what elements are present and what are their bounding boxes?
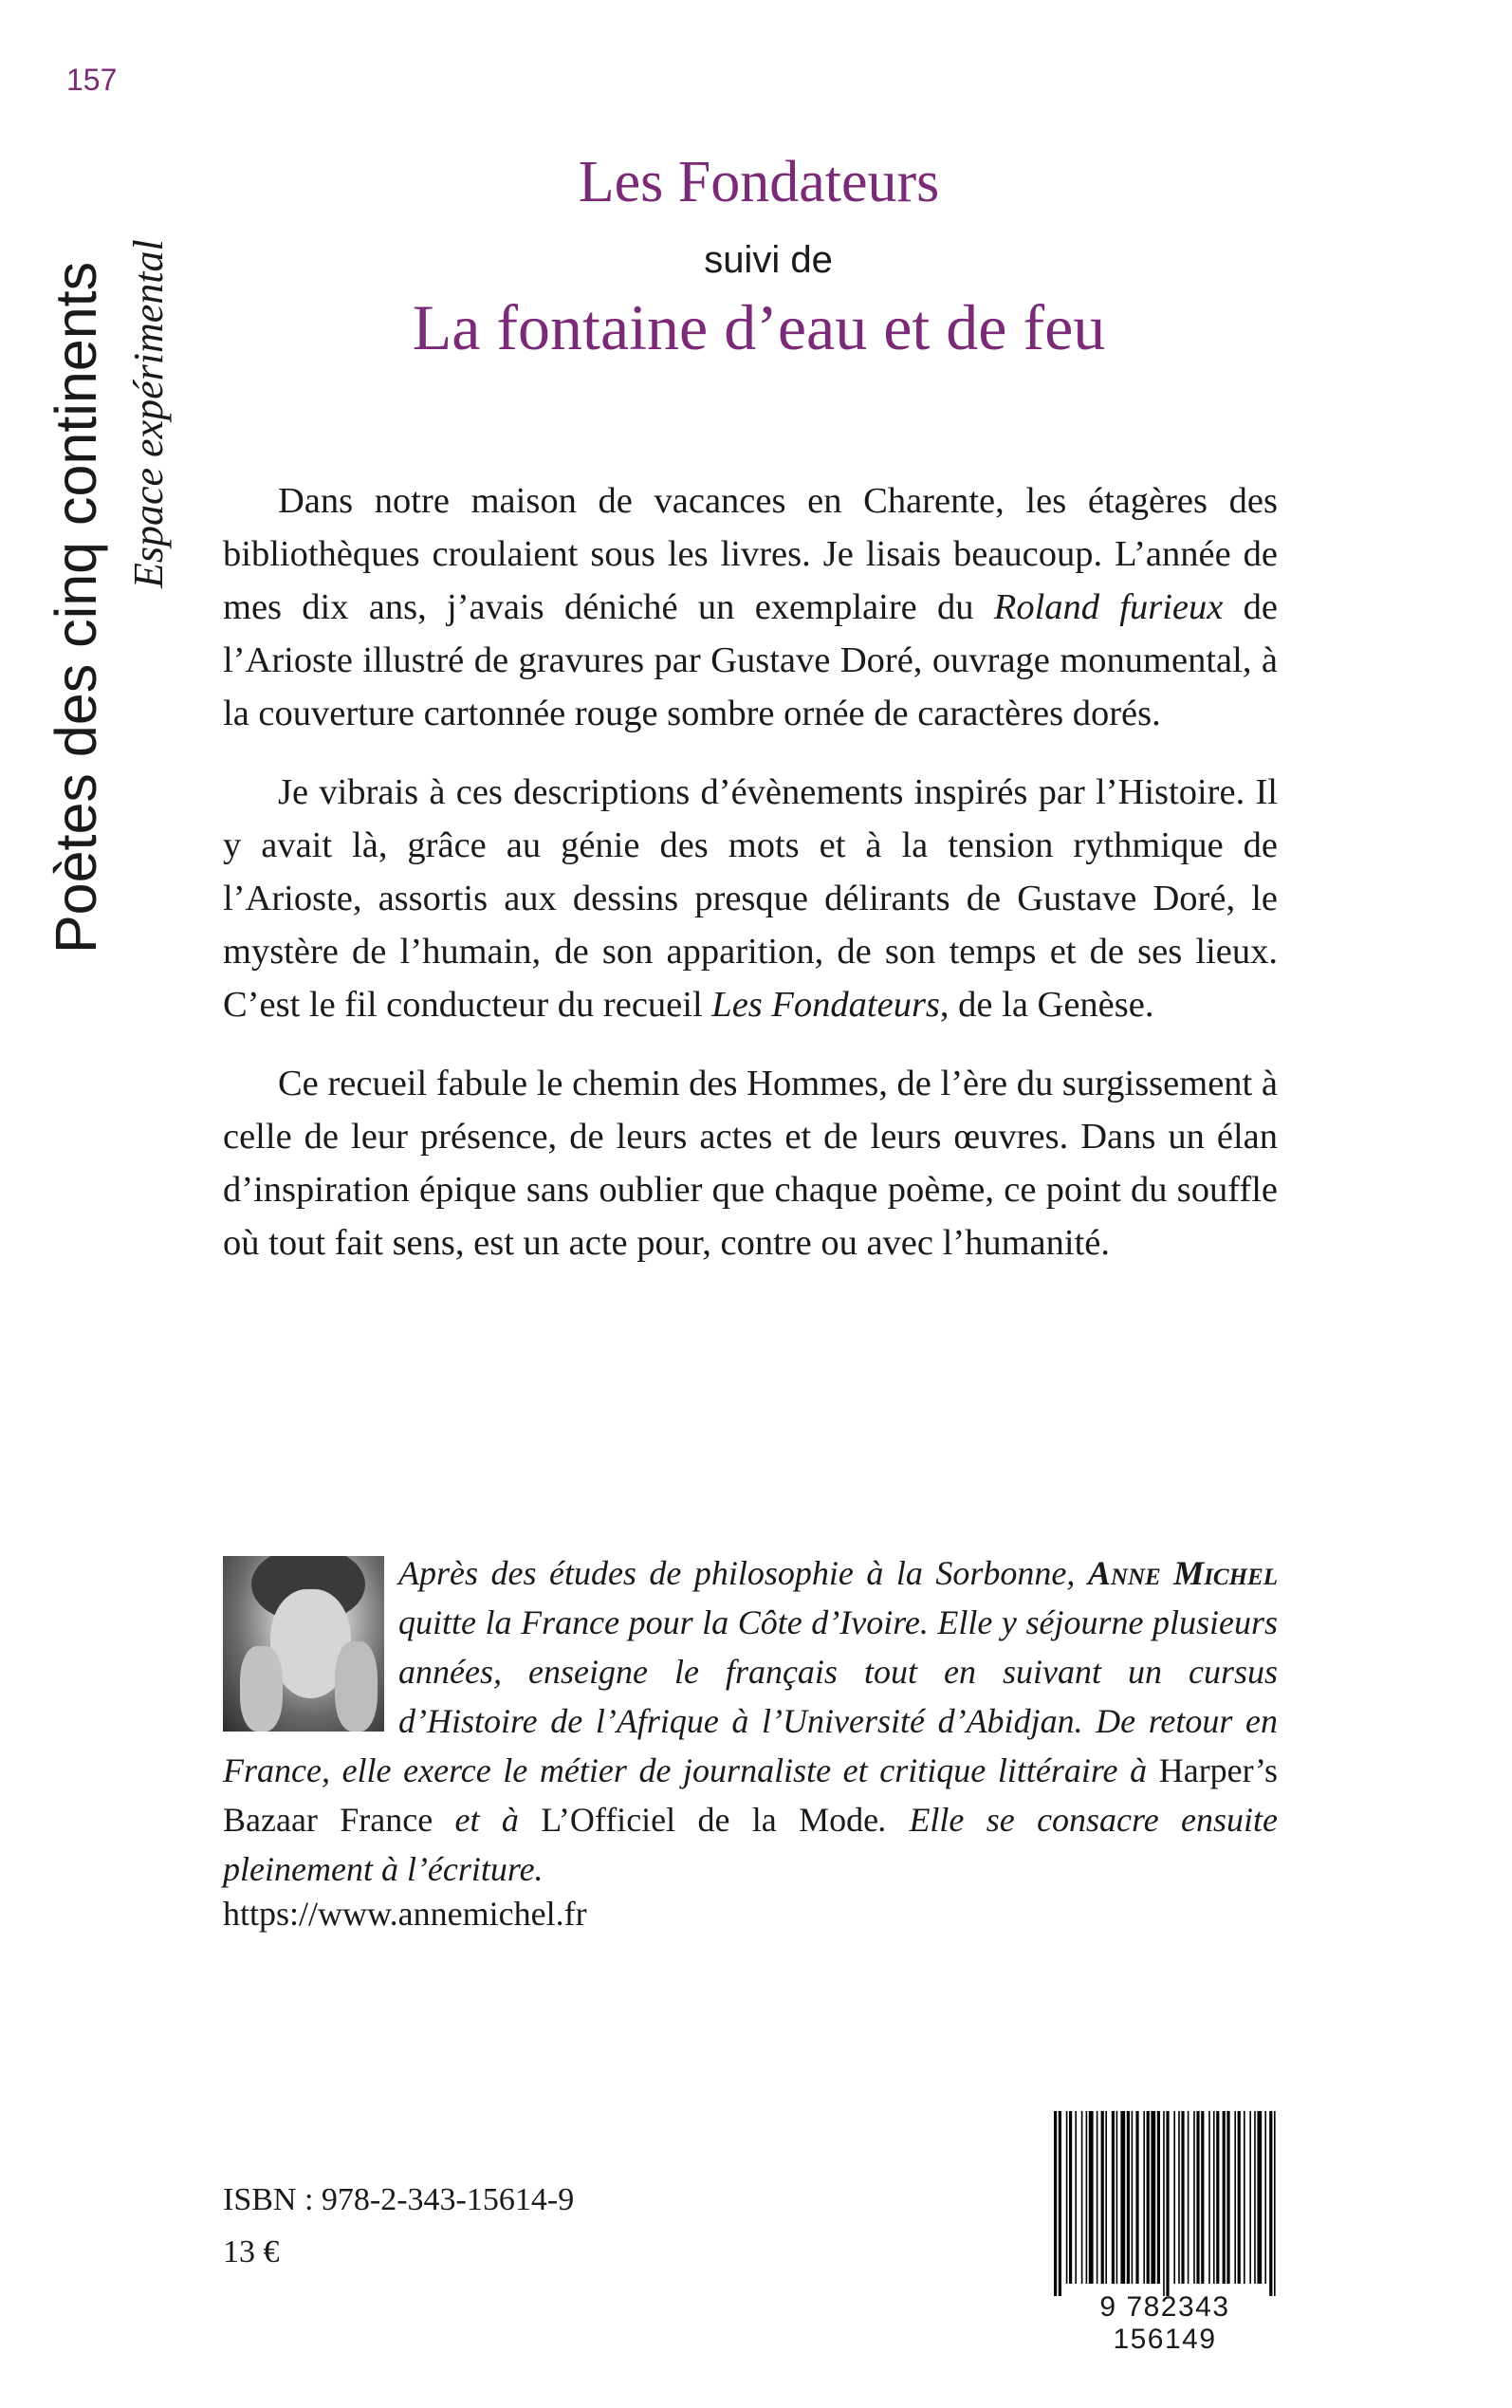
blurb-p1-italic: Roland furieux xyxy=(993,587,1224,627)
barcode-bar xyxy=(1188,2111,1189,2284)
bio-text-c: et à xyxy=(433,1801,542,1839)
bio-text-a: Après des études de philosophie à la Sorbonne, xyxy=(398,1554,1088,1592)
blurb-p2-a: Je vibrais à ces descriptions d’évènements inspirés par l’Histoire. Il y avait là, grâce au génie des mots et à la tension rythmique de l’Arioste, assortis aux dessins presque délirants de Gustave Doré, le mystère de l’humain, de son apparition, de son temps et de ses lieux. C’est le fil conducteur du recueil xyxy=(223,772,1278,1025)
barcode-bar xyxy=(1249,2111,1251,2284)
blurb-p2-b: , de la Genèse. xyxy=(939,985,1154,1025)
blurb-paragraph-1 xyxy=(223,474,1278,740)
barcode-bar xyxy=(1254,2111,1256,2284)
barcode-bar xyxy=(1075,2111,1077,2284)
barcode-bar xyxy=(1059,2111,1061,2296)
barcode-bar xyxy=(1143,2111,1145,2284)
barcode-bar xyxy=(1173,2111,1175,2284)
barcode-bar xyxy=(1089,2111,1094,2284)
blurb-paragraph-2 xyxy=(223,766,1278,1031)
barcode-bar xyxy=(1208,2111,1210,2284)
barcode-bar xyxy=(1216,2111,1219,2284)
barcode-bar xyxy=(1157,2111,1160,2284)
book-second-title: La fontaine d’eau et de feu xyxy=(412,291,1106,363)
barcode-bar xyxy=(1238,2111,1241,2284)
barcode-bar xyxy=(1196,2111,1199,2284)
barcode-bar xyxy=(1181,2111,1184,2284)
barcode-bar xyxy=(1147,2111,1150,2284)
price: 13 € xyxy=(223,2234,280,2269)
series-subname: Espace expérimental xyxy=(125,239,172,588)
barcode-bars-icon xyxy=(1050,2111,1278,2296)
barcode-bar xyxy=(1193,2111,1195,2284)
barcode-bar xyxy=(1097,2111,1098,2284)
series-name: Poètes des cinq continents xyxy=(44,261,108,954)
book-title: Les Fondateurs xyxy=(578,150,940,214)
barcode-bar xyxy=(1178,2111,1180,2284)
barcode-bar xyxy=(1112,2111,1115,2284)
barcode-bar xyxy=(1151,2111,1155,2284)
blurb-paragraph-3: Ce recueil fabule le chemin des Hommes, de l’ère du surgissement à celle de leur présence, de leurs actes et de leurs œuvres. Dans un élan d’inspiration épique sans oublier que chaque poème, ce point du souffle où tout fait sens, est un acte pour, contre ou avec l’humanité. xyxy=(223,1064,1278,1263)
series-number: 157 xyxy=(66,63,118,97)
blurb-p2-italic: Les Fondateurs xyxy=(711,985,940,1025)
barcode-bar xyxy=(1226,2111,1229,2284)
author-website-link[interactable]: https://www.annemichel.fr xyxy=(223,1895,587,1933)
barcode-bar xyxy=(1120,2111,1125,2284)
barcode-bar xyxy=(1132,2111,1134,2284)
barcode-bar xyxy=(1264,2111,1266,2284)
barcode-bar xyxy=(1116,2111,1118,2284)
barcode-bar xyxy=(1086,2111,1088,2284)
author-bio xyxy=(223,1548,1278,1894)
blurb-p1-a: Dans notre maison de vacances en Charente, les étagères des bibliothèques croulaient sous les livres. Je lisais beaucoup. L’année de mes dix ans, j’avais déniché un exemplaire du xyxy=(223,481,1278,627)
barcode-bar xyxy=(1066,2111,1068,2284)
barcode-bar xyxy=(1269,2111,1272,2296)
barcode-bar xyxy=(1234,2111,1236,2284)
barcode-bar xyxy=(1081,2111,1083,2284)
barcode-bar xyxy=(1166,2111,1169,2296)
barcode xyxy=(1050,2111,1278,2301)
barcode-bar xyxy=(1244,2111,1245,2284)
blurb-p1-b: de l’Arioste illustré de gravures par Gustave Doré, ouvrage monumental, à la couverture cartonnée rouge sombre ornée de caractères dorés. xyxy=(223,587,1278,733)
barcode-bar xyxy=(1127,2111,1130,2284)
bio-author-name: Anne Michel xyxy=(1087,1554,1278,1592)
barcode-bar xyxy=(1105,2111,1107,2284)
barcode-bar xyxy=(1163,2111,1165,2296)
title-connector: suivi de xyxy=(704,239,833,281)
bio-text-b: quitte la France pour la Côte d’Ivoire. Elle y séjourne plusieurs années, enseigne le français tout en suivant un cursus d’Histoire de l’Afrique à l’Université d’Abidjan. De retour en France, elle exerce le métier de journaliste et critique littéraire à xyxy=(223,1603,1278,1789)
barcode-bar xyxy=(1101,2111,1104,2284)
barcode-bar xyxy=(1274,2111,1276,2296)
bio-magazine-2: L’Officiel de la Mode xyxy=(541,1801,879,1839)
barcode-bar xyxy=(1201,2111,1204,2284)
barcode-bar xyxy=(1257,2111,1262,2284)
bio-magazine-1: Harper’s Bazaar France xyxy=(223,1751,1278,1839)
barcode-bar xyxy=(1054,2111,1057,2296)
barcode-bar xyxy=(1213,2111,1215,2284)
isbn: ISBN : 978-2-343-15614-9 xyxy=(223,2182,575,2217)
barcode-bar xyxy=(1069,2111,1072,2284)
bio-text-d: . Elle se consacre ensuite pleinement à l’écriture. xyxy=(223,1801,1278,1888)
barcode-bar xyxy=(1135,2111,1138,2284)
barcode-bar xyxy=(1223,2111,1226,2284)
barcode-number: 9 782343 156149 xyxy=(1099,2291,1230,2355)
blurb xyxy=(223,474,1278,1295)
